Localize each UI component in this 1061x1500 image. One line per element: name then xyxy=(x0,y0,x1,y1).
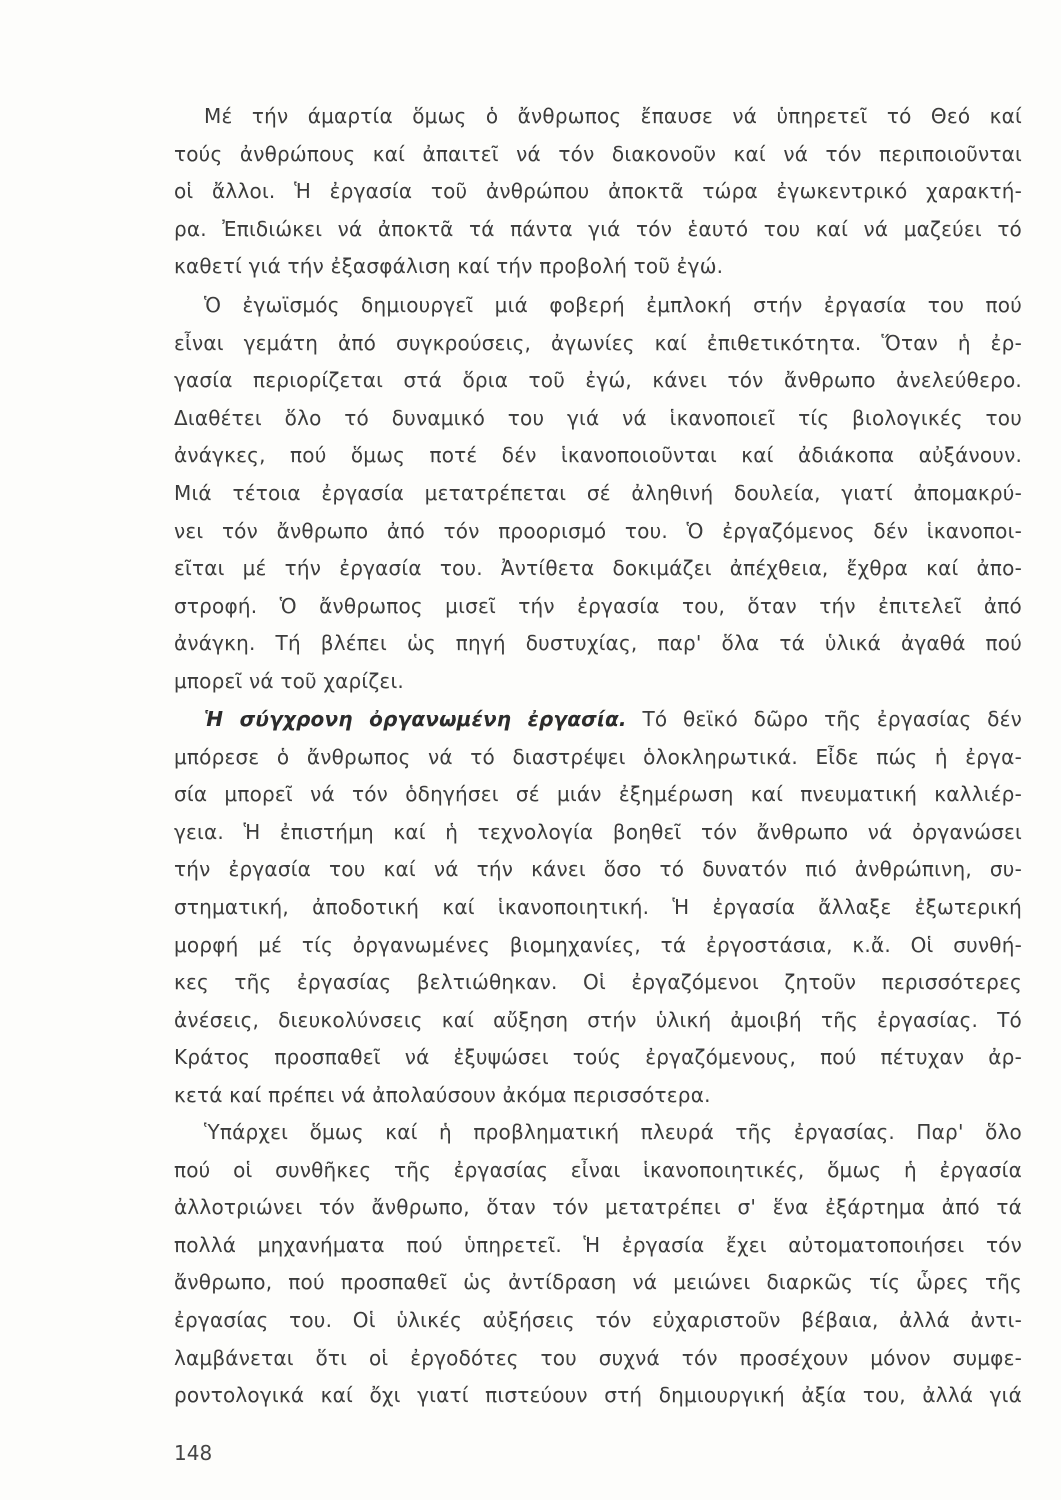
text-line: ἐργασίας του. Οἱ ὑλικές αὐξήσεις τόν εὐχαριστοῦν βέβαια, ἀλλά ἀντι- xyxy=(174,1307,1022,1332)
text-line: εῖται μέ τήν ἐργασία του. Ἀντίθετα δοκιμάζει ἀπέχθεια, ἔχθρα καί ἀπο- xyxy=(174,556,1022,581)
text-line: ἀνάγκη. Τή βλέπει ὡς πηγή δυστυχίας, παρ' ὅλα τά ὑλικά ἀγαθά πού xyxy=(174,631,1022,656)
text-line: γασία περιορίζεται στά ὅρια τοῦ ἐγώ, κάνει τόν ἄνθρωπο ἀνελεύθερο. xyxy=(174,368,1022,393)
text-line: Μέ τήν άμαρτία ὅμως ὁ ἄνθρωπος ἔπαυσε νά ὑπηρετεῖ τό Θεό καί xyxy=(204,104,1022,128)
text-line: μπορεῖ νά τοῦ χαρίζει. xyxy=(174,668,404,693)
page-number: 148 xyxy=(174,1441,213,1465)
text-line: τήν ἐργασία του καί νά τήν κάνει ὅσο τό δυνατόν πιό ἀνθρώπινη, συ- xyxy=(174,857,1022,882)
text-line: Ὑπάρχει ὅμως καί ἡ προβληματική πλευρά τῆς ἐργασίας. Παρ' ὅλο xyxy=(204,1120,1022,1144)
text-line: πού οἱ συνθῆκες τῆς ἐργασίας εἶναι ἱκανοποιητικές, ὅμως ἡ ἐργασία xyxy=(174,1157,1022,1182)
text-line: Ὁ ἐγωϊσμός δημιουργεῖ μιά φοβερή ἐμπλοκή στήν ἐργασία του πού xyxy=(204,293,1022,317)
text-line: ροντολογικά καί ὄχι γιατί πιστεύουν στή δημιουργική ἀξία του, ἀλλά γιά xyxy=(174,1383,1022,1408)
paragraph-sin-and-work xyxy=(174,98,1022,286)
text-line-with-heading xyxy=(174,701,1022,739)
section-modern-organized-work xyxy=(174,701,1022,1115)
text-line: στροφή. Ὁ ἄνθρωπος μισεῖ τήν ἐργασία του, ὅταν τήν ἐπιτελεῖ ἀπό xyxy=(174,593,1022,618)
text-line: ἀνάγκες, πού ὅμως ποτέ δέν ἱκανοποιοῦνται καί ἀδιάκοπα αὐξάνουν. xyxy=(174,443,1022,468)
heading-line-text: Τό θεϊκό δῶρο τῆς ἐργασίας δέν xyxy=(626,707,1022,731)
text-line: Διαθέτει ὅλο τό δυναμικό του γιά νά ἱκανοποιεῖ τίς βιολογικές του xyxy=(174,405,1022,430)
text-line: ἄνθρωπο, πού προσπαθεῖ ὡς ἀντίδραση νά μειώνει διαρκῶς τίς ὧρες τῆς xyxy=(174,1270,1022,1295)
text-line: γεια. Ἡ ἐπιστήμη καί ἡ τεχνολογία βοηθεῖ τόν ἄνθρωπο νά ὀργανώσει xyxy=(174,819,1022,844)
text-line: ἀλλοτριώνει τόν ἄνθρωπο, ὅταν τόν μετατρέπει σ' ἕνα ἐξάρτημα ἀπό τά xyxy=(174,1195,1022,1220)
text-line: κες τῆς ἐργασίας βελτιώθηκαν. Οἱ ἐργαζόμενοι ζητοῦν περισσότερες xyxy=(174,970,1022,995)
text-line: ρα. Ἐπιδιώκει νά ἀποκτᾶ τά πάντα γιά τόν ἑαυτό του καί νά μαζεύει τό xyxy=(174,216,1022,241)
text-line: εἶναι γεμάτη ἀπό συγκρούσεις, ἀγωνίες καί ἐπιθετικότητα. Ὅταν ἡ ἐρ- xyxy=(174,330,1022,355)
section-heading: Ἡ σύγχρονη ὀργανωμένη ἐργασία. xyxy=(204,707,627,731)
text-line: σία μπορεῖ νά τόν ὁδηγήσει σέ μιάν ἐξημέρωση καί πνευματική καλλιέρ- xyxy=(174,782,1022,807)
text-line: καθετί γιά τήν ἐξασφάλιση καί τήν προβολή τοῦ ἐγώ. xyxy=(174,254,724,279)
text-line: στηματική, ἀποδοτική καί ἱκανοποιητική. Ἡ ἐργασία ἄλλαξε ἐξωτερική xyxy=(174,894,1022,919)
text-line: λαμβάνεται ὅτι οἱ ἐργοδότες του συχνά τόν προσέχουν μόνον συμφε- xyxy=(174,1345,1022,1370)
text-line: Μιά τέτοια ἐργασία μετατρέπεται σέ ἀληθινή δουλεία, γιατί ἀπομακρύ- xyxy=(174,480,1022,505)
text-line: οἱ ἄλλοι. Ἡ ἐργασία τοῦ ἀνθρώπου ἀποκτᾶ τώρα ἐγωκεντρικό χαρακτή- xyxy=(174,179,1022,204)
paragraph-problematic-side xyxy=(174,1114,1022,1415)
text-line: τούς ἀνθρώπους καί ἀπαιτεῖ νά τόν διακονοῦν καί νά τόν περιποιοῦνται xyxy=(174,141,1022,166)
text-line: μορφή μέ τίς ὀργανωμένες βιομηχανίες, τά ἐργοστάσια, κ.ἄ. Οἱ συνθή- xyxy=(174,932,1022,957)
text-line: κετά καί πρέπει νά ἀπολαύσουν ἀκόμα περισσότερα. xyxy=(174,1082,711,1107)
paragraph-egoism xyxy=(174,287,1022,701)
text-line: Κράτος προσπαθεῖ νά ἐξυψώσει τούς ἐργαζόμενους, πού πέτυχαν ἀρ- xyxy=(174,1045,1022,1070)
text-line: μπόρεσε ὁ ἄνθρωπος νά τό διαστρέψει ὁλοκληρωτικά. Εἶδε πώς ἡ ἐργα- xyxy=(174,744,1022,769)
text-line: πολλά μηχανήματα πού ὑπηρετεῖ. Ἡ ἐργασία ἔχει αὐτοματοποιήσει τόν xyxy=(174,1232,1022,1257)
text-line: ἀνέσεις, διευκολύνσεις καί αὔξηση στήν ὑλική ἀμοιβή τῆς ἐργασίας. Τό xyxy=(174,1007,1022,1032)
text-line: νει τόν ἄνθρωπο ἀπό τόν προορισμό του. Ὁ ἐργαζόμενος δέν ἱκανοποι- xyxy=(174,518,1022,543)
